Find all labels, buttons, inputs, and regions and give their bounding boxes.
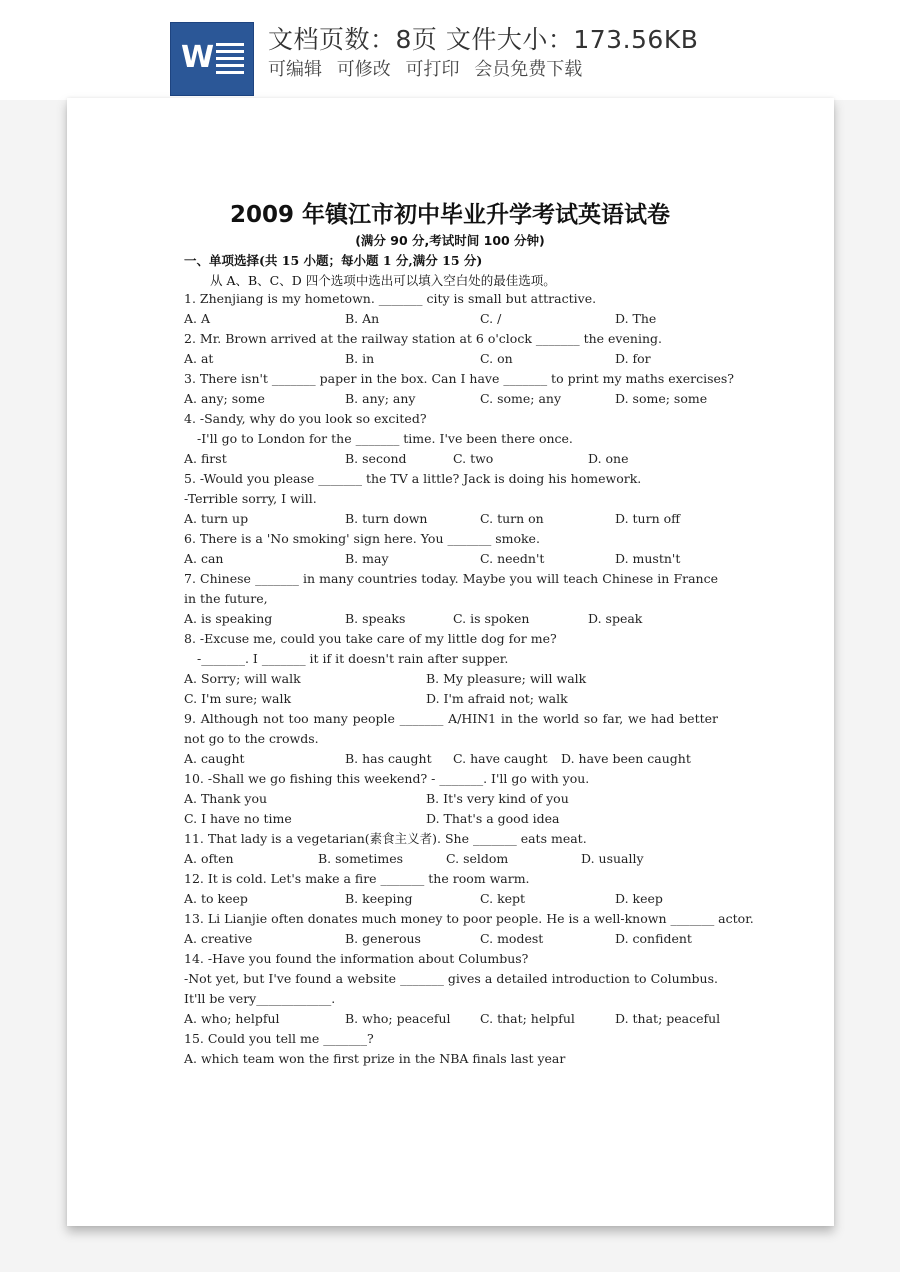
option-b: B. sometimes — [318, 851, 404, 866]
option-b: B. turn down — [345, 511, 428, 526]
question-10-options-row1 — [184, 789, 744, 809]
option-c: C. I'm sure; walk — [184, 691, 292, 706]
question-7-options — [184, 609, 744, 629]
option-b: B. may — [345, 551, 389, 566]
option-a: A. is speaking — [184, 611, 273, 626]
option-a: A. at — [184, 351, 214, 366]
option-d: D. turn off — [615, 511, 681, 526]
option-a: A. who; helpful — [184, 1011, 280, 1026]
option-d: D. have been caught — [561, 751, 691, 766]
option-c: C. two — [453, 451, 494, 466]
option-c: C. have caught — [453, 751, 548, 766]
question-2: 2. Mr. Brown arrived at the railway station at 6 o'clock _______ the evening. — [184, 331, 662, 346]
option-a: A. caught — [184, 751, 245, 766]
option-b: B. in — [345, 351, 375, 366]
question-1: 1. Zhenjiang is my hometown. _______ city is small but attractive. — [184, 291, 597, 306]
question-5-options — [184, 509, 744, 529]
option-a: A. Thank you — [184, 791, 268, 806]
option-d: D. that; peaceful — [615, 1011, 721, 1026]
option-c: C. / — [480, 311, 502, 326]
option-d: D. for — [615, 351, 651, 366]
option-d: D. some; some — [615, 391, 708, 406]
section-instruction: 从 A、B、C、D 四个选项中选出可以填入空白处的最佳选项。 — [210, 273, 556, 288]
question-3: 3. There isn't _______ paper in the box. Can I have _______ to print my maths exercises? — [184, 371, 734, 386]
option-b: B. who; peaceful — [345, 1011, 451, 1026]
option-d: D. usually — [581, 851, 644, 866]
download-banner — [0, 0, 900, 100]
question-14: 14. -Have you found the information about Columbus? — [184, 951, 529, 966]
question-9: 9. Although not too many people _______ A/HIN1 in the world so far, we had better not go to the crowds. — [184, 711, 718, 746]
option-c: C. on — [480, 351, 513, 366]
word-document-icon — [170, 22, 254, 96]
question-13: 13. Li Lianjie often donates much money to poor people. He is a well-known _______ actor. — [184, 911, 754, 926]
option-b: B. any; any — [345, 391, 416, 406]
option-d: D. The — [615, 311, 657, 326]
option-c: C. kept — [480, 891, 526, 906]
option-a: A. which team won the first prize in the NBA finals last year — [184, 1051, 566, 1066]
question-8-reply: -_______. I _______ it if it doesn't rain after supper. — [197, 651, 509, 666]
option-c: C. I have no time — [184, 811, 292, 826]
option-c: C. seldom — [446, 851, 509, 866]
option-d: D. confident — [615, 931, 692, 946]
question-14-reply: -Not yet, but I've found a website _______ gives a detailed introduction to Columbus. It'll be very____________. — [184, 971, 718, 1006]
question-10-options-row2 — [184, 809, 744, 829]
question-6: 6. There is a 'No smoking' sign here. You _______ smoke. — [184, 531, 540, 546]
question-4-reply: -I'll go to London for the _______ time. I've been there once. — [197, 431, 573, 446]
question-9-options — [184, 749, 744, 769]
option-c: C. needn't — [480, 551, 545, 566]
word-icon-lines — [216, 43, 244, 78]
member-download-link[interactable]: 会员免费下载 — [474, 59, 583, 80]
question-6-options — [184, 549, 744, 569]
option-b: B. It's very kind of you — [426, 791, 569, 806]
question-2-options — [184, 349, 744, 369]
option-a: A. Sorry; will walk — [184, 671, 301, 686]
question-14-options — [184, 1009, 744, 1029]
question-11: 11. That lady is a vegetarian(素食主义者). She _______ eats meat. — [184, 831, 587, 846]
question-15-options — [184, 1049, 744, 1069]
option-d: D. mustn't — [615, 551, 681, 566]
option-c: C. turn on — [480, 511, 544, 526]
option-a: A. A — [184, 311, 211, 326]
option-a: A. first — [184, 451, 227, 466]
question-15: 15. Could you tell me _______? — [184, 1031, 374, 1046]
option-b: B. My pleasure; will walk — [426, 671, 587, 686]
option-d: D. That's a good idea — [426, 811, 560, 826]
option-d: D. I'm afraid not; walk — [426, 691, 568, 706]
option-c: C. is spoken — [453, 611, 530, 626]
option-d: D. one — [588, 451, 629, 466]
option-c: C. some; any — [480, 391, 562, 406]
option-d: D. keep — [615, 891, 663, 906]
question-4-options — [184, 449, 744, 469]
editable-link[interactable]: 可编辑 — [268, 59, 322, 80]
option-b: B. second — [345, 451, 407, 466]
question-5: 5. -Would you please _______ the TV a little? Jack is doing his homework. — [184, 471, 642, 486]
option-c: C. modest — [480, 931, 544, 946]
option-a: A. can — [184, 551, 224, 566]
word-icon-letter: W — [181, 40, 215, 75]
question-7: 7. Chinese _______ in many countries today. Maybe you will teach Chinese in France in the future, — [184, 571, 718, 606]
option-a: A. creative — [184, 931, 253, 946]
option-b: B. keeping — [345, 891, 413, 906]
option-d: D. speak — [588, 611, 643, 626]
option-b: B. has caught — [345, 751, 432, 766]
question-12: 12. It is cold. Let's make a fire _______ the room warm. — [184, 871, 530, 886]
option-b: B. An — [345, 311, 380, 326]
file-info: 文档页数：8页 文件大小：173.56KB — [268, 25, 699, 54]
exam-title: 2009 年镇江市初中毕业升学考试英语试卷 — [229, 202, 671, 228]
option-a: A. often — [184, 851, 234, 866]
question-13-options — [184, 929, 744, 949]
exam-subtitle: (满分 90 分,考试时间 100 分钟) — [355, 233, 545, 248]
question-5-reply: -Terrible sorry, I will. — [184, 491, 317, 506]
option-a: A. to keep — [184, 891, 248, 906]
question-8-options-row2 — [184, 689, 744, 709]
modifiable-link[interactable]: 可修改 — [336, 59, 391, 80]
option-a: A. turn up — [184, 511, 249, 526]
option-c: C. that; helpful — [480, 1011, 575, 1026]
question-8: 8. -Excuse me, could you take care of my little dog for me? — [184, 631, 557, 646]
section-heading: 一、单项选择(共 15 小题；每小题 1 分,满分 15 分) — [184, 253, 483, 268]
question-10: 10. -Shall we go fishing this weekend? - _______. I'll go with you. — [184, 771, 590, 786]
question-8-options-row1 — [184, 669, 744, 689]
option-b: B. generous — [345, 931, 421, 946]
question-4: 4. -Sandy, why do you look so excited? — [184, 411, 427, 426]
printable-link[interactable]: 可打印 — [405, 59, 460, 80]
question-1-options — [184, 309, 744, 329]
question-3-options — [184, 389, 744, 409]
option-b: B. speaks — [345, 611, 406, 626]
option-a: A. any; some — [184, 391, 265, 406]
question-11-options — [184, 849, 744, 869]
feature-links — [268, 55, 591, 81]
question-12-options — [184, 889, 744, 909]
